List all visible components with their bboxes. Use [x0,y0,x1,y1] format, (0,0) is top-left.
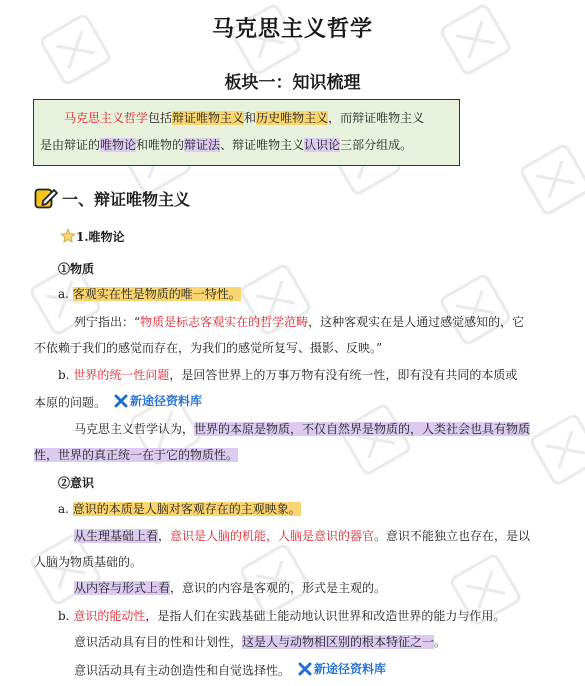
highlight-purple: 从生理基础上看 [74,529,159,543]
subheading-materialism [60,228,125,245]
brand-logo [114,392,202,409]
text: ，是指人们在实践基础上能动地认识世界和改造世界的能力与作用。 [145,609,506,623]
content-form-line [74,579,386,596]
text: 。 [434,635,447,649]
text: 。意识不能独立也存在，是以 [374,529,531,543]
brand-x-icon [298,662,312,676]
red-text: 物质是标志客观实在的哲学范畴 [140,315,309,329]
brand-text: 新途径资料库 [130,394,203,408]
document-title: 马克思主义哲学 [211,16,373,42]
point-label: b. [58,368,70,382]
section-title: 板块一：知识梳理 [224,73,361,93]
subheading-text: 1.唯物论 [76,230,125,244]
text: ，是回答世界上的万事万物有没有统一性，即有没有共同的本质或 [169,368,518,382]
point-a-consciousness [58,500,301,517]
point-label: a. [58,287,69,301]
pencil-note-icon [34,186,58,210]
item-matter: ①物质 [58,262,95,276]
brand-x-icon [114,394,128,408]
summary-text: ，而辩证唯物主义 [328,111,425,125]
brand-logo [298,660,386,677]
highlight-purple: 这是人与动物相区别的根本特征之一 [242,635,435,649]
brand-text: 新途径资料库 [314,662,387,676]
point-b-unity [58,366,517,383]
text: 意识活动具有目的性和计划性， [74,635,243,649]
text: ，意识的内容是客观的，形式是主观的。 [170,581,387,595]
physiology-line2: 人脑为物质基础的。 [34,555,143,569]
highlight-objective-reality: 客观实在性是物质的唯一特性。 [72,287,241,301]
summary-text: 三部分组成。 [340,138,413,152]
summary-text: 、辩证唯物主义 [220,138,305,152]
heading-text: 一、辩证唯物主义 [62,189,191,209]
text: ， [158,529,171,543]
summary-box [33,99,460,166]
highlight-yellow: 意识的本质是人脑对客观存在的主观映象。 [72,502,301,516]
lenin-quote-line1 [74,313,524,330]
creativity-line [74,660,386,679]
red-text: 意识的能动性 [73,609,146,623]
red-text: 意识是人脑的机能，人脑是意识的器官 [170,529,375,543]
highlight-purple: 世界的本原是物质，不仅自然界是物质的，人类社会也具有物质 [194,422,531,436]
point-b-agency [58,607,505,624]
summary-text: 和 [244,111,257,125]
highlight-purple: 从内容与形式上看 [74,581,171,595]
term-epistemology: 认识论 [304,138,341,152]
purposefulness-line [74,633,446,650]
term-marxist-philosophy: 马克思主义哲学 [64,111,149,125]
marxist-view-line2 [34,446,238,463]
term-materialism: 唯物论 [100,138,137,152]
term-dialectical-materialism: 辩证唯物主义 [172,111,245,125]
red-text: 世界的统一性问题 [73,368,170,382]
point-label: a. [58,502,69,516]
summary-text: 是由辩证的 [40,138,101,152]
point-a-matter [58,285,241,302]
star-icon [60,228,76,244]
point-label: b. [58,609,70,623]
summary-text: 包括 [148,111,173,125]
text: 列宁指出：“ [74,315,141,329]
physiology-line1 [74,527,530,544]
text: 本原的问题。 [34,395,107,410]
item-consciousness: ②意识 [58,476,95,490]
text: 意识活动具有主动创造性和自觉选择性。 [74,663,291,678]
text: ，这种客观实在是人通过感觉感知的，它 [308,315,525,329]
summary-text: 和唯物的 [136,138,185,152]
term-dialectics: 辩证法 [184,138,221,152]
term-historical-materialism: 历史唯物主义 [256,111,329,125]
point-b-unity-line2 [34,392,202,411]
highlight-purple: 性，世界的真正统一在于它的物质性。 [34,448,239,462]
marxist-view-line1 [74,420,530,437]
heading-dialectical-materialism [34,186,190,210]
text: 马克思主义哲学认为， [74,422,195,436]
lenin-quote-line2: 不依赖于我们的感觉而存在，为我们的感觉所复写、摄影、反映。” [34,341,383,355]
